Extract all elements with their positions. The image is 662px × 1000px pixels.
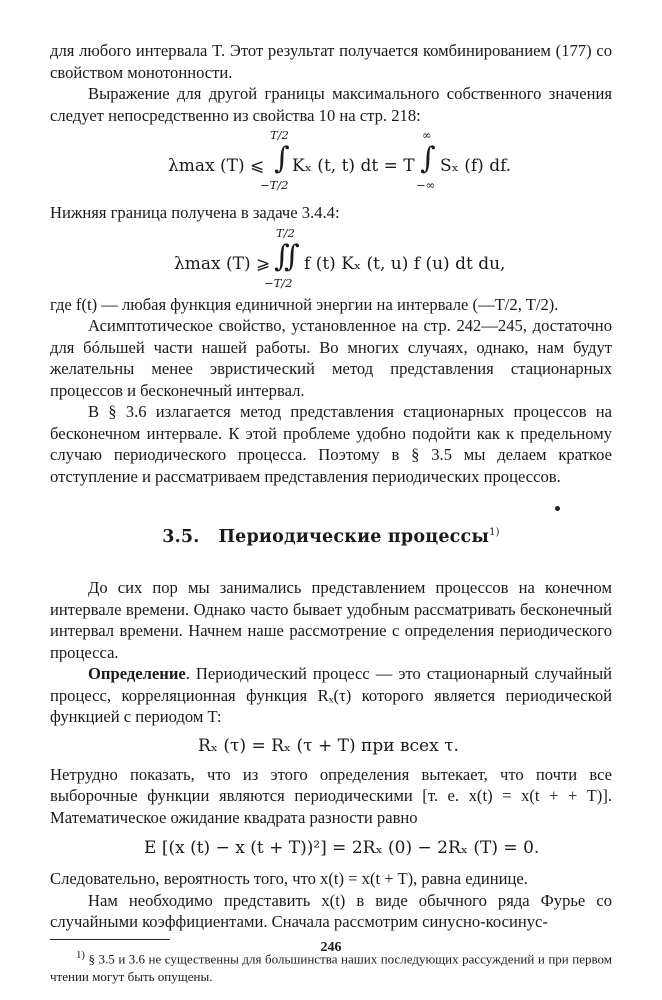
paragraph-3: Нижняя граница получена в задаче 3.4.4: bbox=[50, 203, 340, 222]
formula-2-rhs: f (t) Kₓ (t, u) f (u) dt du, bbox=[304, 253, 506, 274]
integral-sign-icon: ∫ bbox=[420, 141, 436, 176]
page-body bbox=[50, 40, 612, 986]
paragraph-9: Нетрудно показать, что из этого определения вытекает, что почти все выборочные функции являются периодическими [т. е. x(t) = x(t + + T)]. Математическое ожидание квадрата разности равно bbox=[50, 764, 612, 827]
paragraph-4: где f(t) — любая функция единичной энергии на интервале (—T/2, T/2). bbox=[50, 294, 559, 314]
paragraph-5: Асимптотическое свойство, установленное на стр. 242—245, достаточно для бóльшей части нашей работы. Во многих случаях, однако, нам будут желательны менее эвристический метод представления стационарных процессов и бесконечный интервал. bbox=[50, 316, 612, 400]
footnote-text: § 3.5 и 3.6 не существенны для большинства наших последующих рассуждений и при первом чтении могут быть опущены. bbox=[50, 950, 613, 984]
ink-spot bbox=[555, 506, 560, 511]
formula-periodic-definition bbox=[50, 728, 612, 764]
formula-4: E [(x (t) − x (t + T))²] = 2Rₓ (0) − 2Rₓ (T) = 0. bbox=[144, 838, 540, 858]
formula-1-lhs: λmax (T) ⩽ bbox=[168, 156, 265, 176]
formula-1-int2-lower: −∞ bbox=[416, 178, 436, 192]
section-heading bbox=[50, 527, 612, 547]
section-title: Периодические процессы bbox=[218, 527, 490, 547]
formula-2-lower: −T/2 bbox=[264, 275, 293, 290]
formula-expectation bbox=[50, 828, 612, 868]
integral-sign-icon: ∫ bbox=[274, 141, 290, 176]
paragraph-8 bbox=[50, 663, 612, 728]
formula-1-int2-upper: ∞ bbox=[422, 128, 432, 142]
definition-term: Определение bbox=[88, 664, 186, 683]
paragraph-1: для любого интервала T. Этот результат получается комбинированием (177) со свойством монотонности. bbox=[50, 41, 612, 82]
formula-2-lhs: λmax (T) ⩾ bbox=[174, 253, 271, 274]
formula-2-upper: T/2 bbox=[276, 225, 295, 240]
section-footnote-mark: 1) bbox=[489, 527, 500, 539]
section-number: 3.5. bbox=[162, 527, 200, 547]
paragraph-6: В § 3.6 излагается метод представления стационарных процессов на бесконечном интервале. К этой проблеме удобно подойти как к предельному случаю периодического процесса. Поэтому в § 3.5 мы делаем краткое отступление и рассматриваем представления периодических процессов. bbox=[50, 402, 612, 486]
double-integral-sign-icon: ∬ bbox=[274, 238, 300, 274]
paragraph-2: Выражение для другой границы максимального собственного значения следует непосредственно из свойства 10 на стр. 218: bbox=[50, 84, 612, 125]
paragraph-7: До сих пор мы занимались представлением процессов на конечном интервале времени. Однако часто бывает удобным рассматривать бесконечный интервал времени. Начнем наше рассмотрение с определения периодического процесса. bbox=[50, 578, 612, 662]
definition-text: . Периодический процесс — это стационарный случайный процесс, корреляционная функция Rₓ(τ) которого является периодической функцией с периодом T: bbox=[50, 664, 612, 726]
formula-lower-bound bbox=[50, 224, 612, 294]
paragraph-10: Следовательно, вероятность того, что x(t) = x(t + T), равна единице. bbox=[50, 869, 528, 888]
formula-1-rhs: Sₓ (f) df. bbox=[440, 156, 512, 176]
formula-1-mid: Kₓ (t, t) dt = T bbox=[292, 156, 415, 176]
formula-1-int1-upper: T/2 bbox=[270, 128, 289, 142]
footnote-mark: 1) bbox=[76, 948, 86, 961]
paragraph-11: Нам необходимо представить x(t) в виде обычного ряда Фурье со случайными коэффициентами. Сначала рассмотрим синусно-косинус- bbox=[50, 890, 612, 931]
formula-1-int1-lower: −T/2 bbox=[260, 178, 289, 192]
page-number: 246 bbox=[320, 940, 342, 955]
formula-3: Rₓ (τ) = Rₓ (τ + T) при всех τ. bbox=[198, 735, 459, 756]
formula-upper-bound bbox=[50, 126, 612, 202]
